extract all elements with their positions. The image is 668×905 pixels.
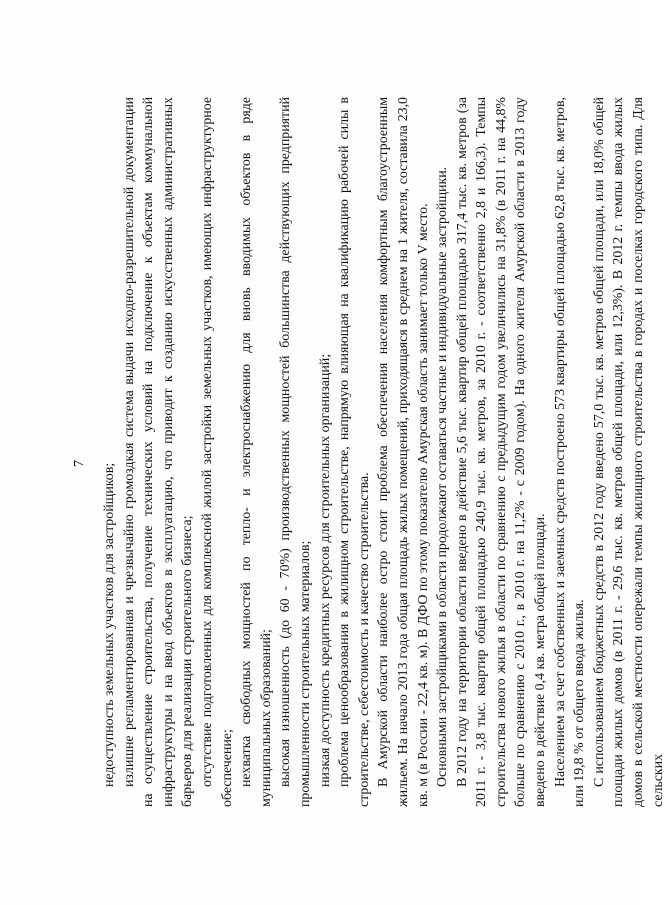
paragraph: С использованием бюджетных средств в 2012 году введено 57,0 тыс. кв. метров общей площади, или 18,0% общей площади жилых домов (в 2011 г. - 29,6 тыс. кв. метров общей площади, или 12,3%). В 2012 г. темпы ввода жилых домов в сельской местности опережали темпы жилищного строительства в городах и поселках городского типа. Для сельских bbox=[591, 97, 666, 807]
body-text bbox=[100, 97, 668, 807]
paragraph: низкая доступность кредитных ресурсов для строительных организаций; bbox=[317, 353, 333, 787]
paragraph: В Амурской области наиболее остро стоит проблема обеспечения населения комфортным благоустроенным жильем. На начало 2013 года общая площадь жилых помещений, приходящаяся в среднем на 1 жителя, составила 23,0 кв. м (в России - 22,4 кв. м). В ДФО по этому показателю Амурская область занимает только V место. bbox=[376, 97, 431, 807]
paragraph: В 2012 году на территории области введено в действие 5,6 тыс. квартир общей площадью 317,4 тыс. кв. метров (за 2011 г. - 3,8 тыс. квартир общей площадью 240,9 тыс. кв. метров, за 2010 г. - соответственно 2,8 и 166,3). Темпы строительства нового жилья в области по сравнению с предыдущим годом увеличились на 31,8% (в 2011 г. на 44,8% больше по сравнению с 2010 г., в 2010 г. на 11,2% - с 2009 годом). На одного жителя Амурской области в 2013 году введено в действие 0,4 кв. метра общей площади. bbox=[454, 97, 549, 807]
paragraph: нехватка свободных мощностей по тепло- и электроснабжению для вновь вводимых объектов в ряде муниципальных образований; bbox=[239, 97, 274, 807]
paragraph: высокая изношенность (до 60 - 70%) производственных мощностей большинства действующих предприятий промышленности строительных материалов; bbox=[278, 97, 313, 807]
paragraph: Основными застройщиками в области продолжают оставаться частные и индивидуальные застройщики. bbox=[435, 166, 451, 787]
paragraph: отсутствие подготовленных для комплексной жилой застройки земельных участков, имеющих инфраструктурное обеспечение; bbox=[199, 97, 235, 807]
paragraph: излишне регламентированная и чрезвычайно громоздкая система выдачи исходно-разрешительной документации на осуществление строительства, получение технических условий на подключение к объектам коммунальной инфраструктуры и на ввод объектов в эксплуатацию, что приводит к созданию искусственных административных барьеров для реализации строительного бизнеса; bbox=[121, 97, 196, 807]
paragraph: недоступность земельных участков для застройщиков; bbox=[102, 462, 117, 787]
paragraph: проблема ценообразования в жилищном строительстве, напрямую влияющая на квалификацию рабочей силы в строительстве, себестоимость и качество строительства. bbox=[337, 97, 372, 807]
page-number: 7 bbox=[72, 460, 87, 467]
paragraph: Населением за счет собственных и заемных средств построено 573 квартиры общей площадью 62,8 тыс. кв. метров, или 19,8 % от общего ввода жилья. bbox=[552, 97, 588, 807]
